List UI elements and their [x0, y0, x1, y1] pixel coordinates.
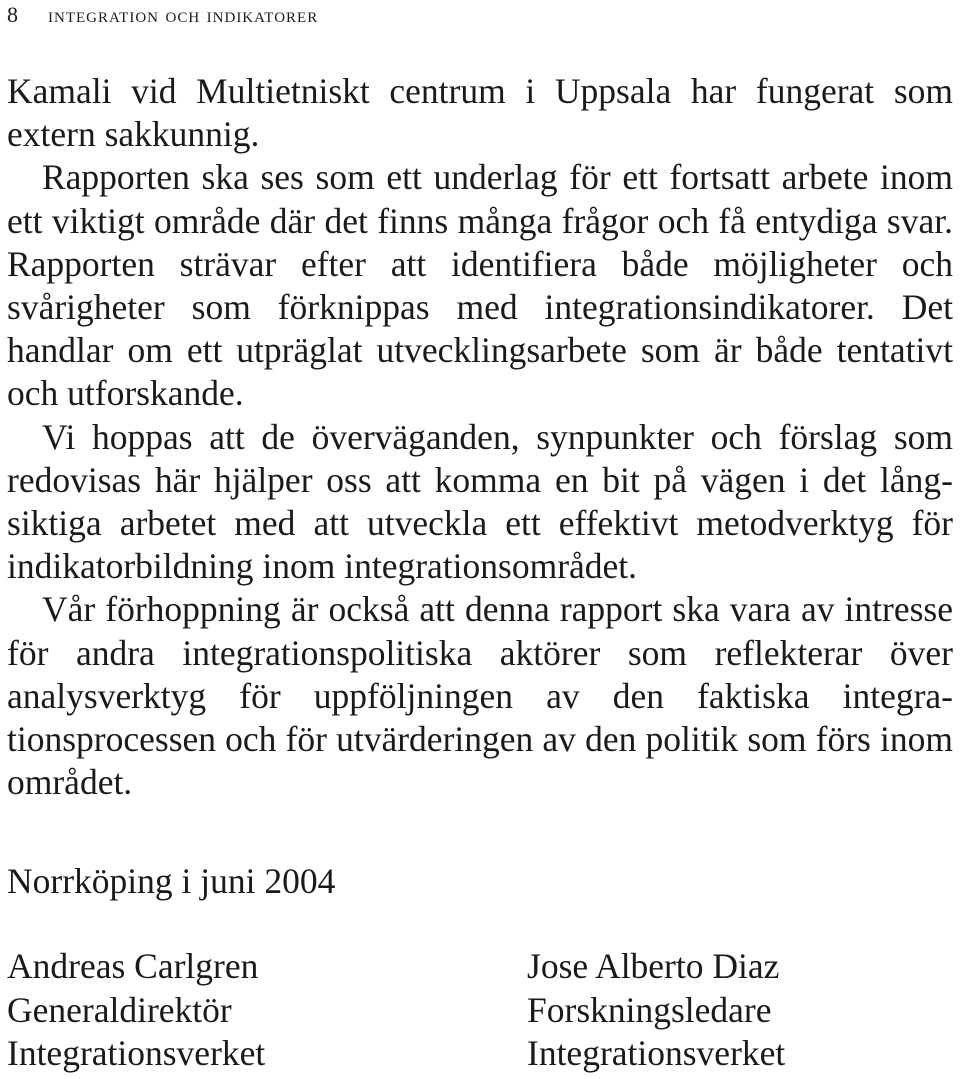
page-header	[7, 0, 318, 30]
signatory-title: Generaldirektör	[7, 989, 232, 1030]
signatory-name: Jose Alberto Diaz	[527, 946, 780, 986]
place-date: Norrköping i juni 2004	[7, 861, 336, 901]
paragraph: Vår förhoppning är också att denna rapport ska vara av intresse för andra integrationspolitiska aktörer som reflekterar över analysverktyg för uppföljningen av den faktiska integrationsprocessen och för utvärderingen av den politik som förs inom området.	[7, 589, 953, 803]
signatory-name: Andreas Carlgren	[7, 946, 259, 986]
signature-block-left	[7, 945, 265, 1076]
paragraph: Kamali vid Multietniskt centrum i Uppsala har fungerat som extern sakkunnig.	[7, 71, 953, 155]
signatory-organization: Integrationsverket	[527, 1033, 786, 1073]
signatory-title: Forskningsledare	[527, 989, 772, 1030]
signature-block-right	[527, 945, 785, 1076]
paragraph: Vi hoppas att de överväganden, synpunkter och förslag som redovisas här hjälper oss att komma en bit på vägen i det långsiktiga arbetet med att utveckla ett effektivt metodverktyg för indikatorbildning inom integrationsområdet.	[7, 416, 953, 587]
paragraph: Rapporten ska ses som ett underlag för ett fortsatt arbete inom ett viktigt område där det finns många frågor och få entydiga svar. Rapporten strävar efter att identifiera både möjligheter och svårigheter som förknippas med integrationsindikatorer. Det handlar om ett utpräglat utvecklingsarbete som är både tentativt och utforskande.	[7, 157, 953, 414]
page-number: 8	[7, 2, 18, 27]
body-text	[7, 70, 953, 804]
running-title: integration och indikatorer	[48, 2, 319, 27]
signatory-organization: Integrationsverket	[7, 1033, 266, 1073]
